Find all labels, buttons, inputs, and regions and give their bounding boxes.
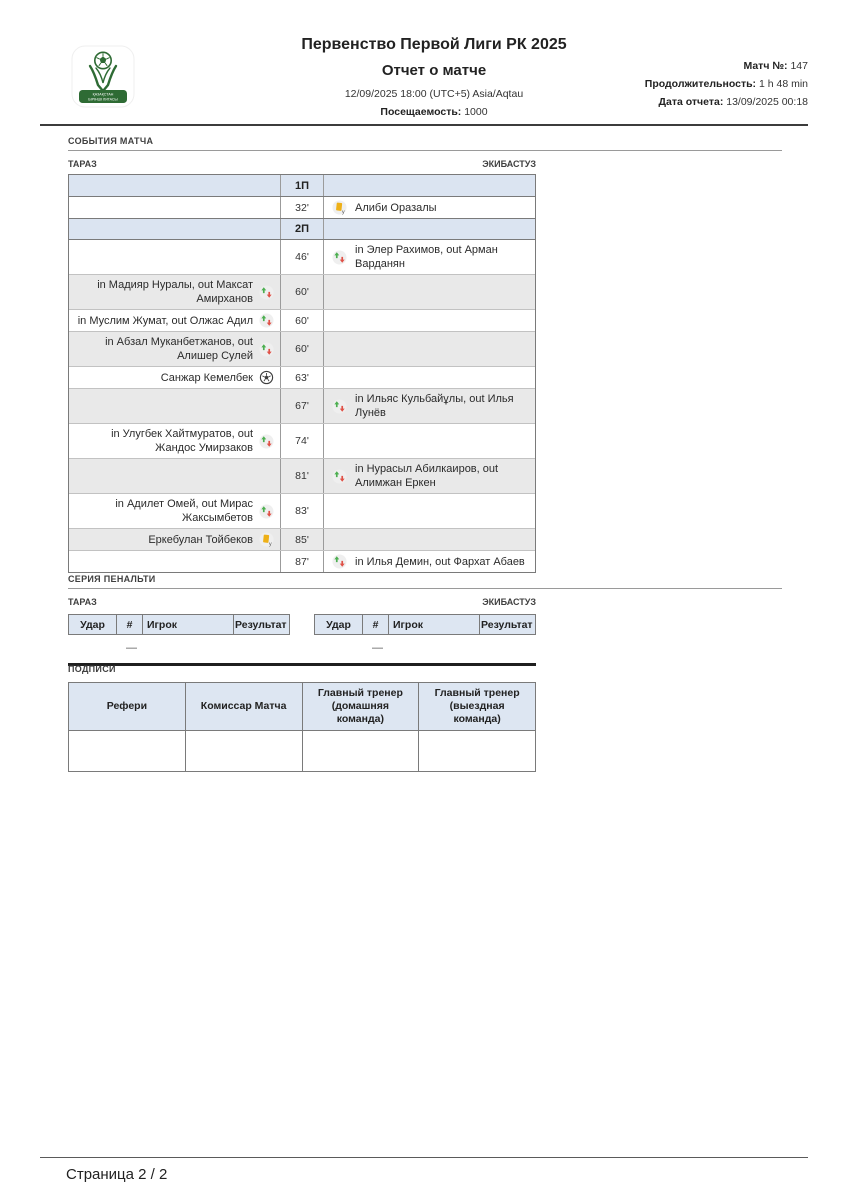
- event-text: in Улугбек Хайтмуратов, out Жандос Умирзаков: [111, 428, 253, 454]
- penalties-section-title: СЕРИЯ ПЕНАЛЬТИ: [68, 574, 156, 584]
- substitution-icon: [259, 313, 274, 328]
- yellow-card-icon: [332, 200, 347, 215]
- penalty-series-section: [68, 574, 536, 666]
- match-datetime: 12/09/2025 18:00 (UTC+5) Asia/Aqtau: [344, 88, 524, 100]
- event-text: in Элер Рахимов, out Арман Варданян: [355, 244, 498, 270]
- substitution-icon: [259, 285, 274, 300]
- away-event-cell: [324, 459, 535, 493]
- event-minute: 60': [280, 275, 324, 309]
- yellow-card-icon: [259, 532, 274, 547]
- home-event-cell: [69, 389, 280, 423]
- event-text: in Илья Демин, out Фархат Абаев: [355, 555, 525, 568]
- penalty-empty-row: [68, 642, 536, 654]
- event-minute: 32': [280, 197, 324, 218]
- match-number-label: Матч №:: [743, 60, 788, 72]
- event-minute: 81': [280, 459, 324, 493]
- report-subtitle: Отчет о матче: [381, 62, 487, 79]
- event-row: [69, 331, 535, 366]
- away-event-cell: [324, 367, 535, 388]
- penalty-column-header: #: [363, 615, 389, 634]
- away-event-cell: [324, 240, 535, 274]
- penalty-column-header: Удар: [69, 615, 117, 634]
- event-text: in Абзал Муканбетжанов, out Алишер Сулей: [105, 336, 253, 362]
- period-header-row: [69, 175, 535, 196]
- penalty-column-header: #: [117, 615, 143, 634]
- logo-text-line2: БІРІНШІ ЛИГАСЫ: [88, 97, 118, 102]
- event-minute: 85': [280, 529, 324, 550]
- signature-empty-cell: [69, 731, 186, 772]
- event-minute: 74': [280, 424, 324, 458]
- signatures-empty-row: [69, 731, 536, 772]
- match-duration: [645, 75, 808, 93]
- event-text: Еркебулан Тойбеков: [148, 533, 253, 546]
- logo-text-line1: ҚАЗАҚСТАН: [92, 92, 114, 97]
- home-event-cell: [69, 551, 280, 572]
- penalties-section-divider: [68, 588, 782, 589]
- match-events-section: [68, 136, 536, 573]
- away-event-cell: [324, 175, 535, 196]
- away-team-name: ЭКИБАСТУЗ: [482, 597, 536, 607]
- penalty-column-header: Удар: [315, 615, 363, 634]
- away-event-cell: [324, 529, 535, 550]
- away-event-cell: [324, 494, 535, 528]
- penalty-table-away: [314, 614, 536, 635]
- event-row: [69, 196, 535, 218]
- match-duration-label: Продолжительность:: [644, 78, 757, 90]
- event-row: [69, 366, 535, 388]
- period-label: 1П: [280, 175, 324, 196]
- substitution-icon: [332, 469, 347, 484]
- event-minute: 60': [280, 310, 324, 331]
- event-minute: 63': [280, 367, 324, 388]
- home-event-cell: [69, 332, 280, 366]
- penalty-table-home: [68, 614, 290, 635]
- signature-column-header: Главный тренер (выездная команда): [419, 683, 536, 731]
- substitution-icon: [332, 250, 347, 265]
- event-row: [69, 528, 535, 550]
- away-event-cell: [324, 219, 535, 239]
- events-section-divider: [68, 150, 782, 151]
- event-text: in Мадияр Нуралы, out Максат Амирханов: [97, 279, 253, 305]
- home-team-name: ТАРАЗ: [68, 159, 97, 169]
- away-event-cell: [324, 332, 535, 366]
- period-header-row: [69, 218, 535, 239]
- home-event-cell: [69, 529, 280, 550]
- home-event-cell: [69, 175, 280, 196]
- period-label: 2П: [280, 219, 324, 239]
- penalty-column-header: Результат: [235, 618, 287, 631]
- header-divider: [40, 124, 808, 126]
- home-event-cell: [69, 275, 280, 309]
- away-event-cell: [324, 310, 535, 331]
- away-event-cell: [324, 275, 535, 309]
- signature-empty-cell: [185, 731, 302, 772]
- signatures-section-title: ПОДПИСИ: [68, 664, 116, 674]
- home-event-cell: [69, 367, 280, 388]
- penalty-empty-home: —: [126, 642, 137, 654]
- home-event-cell: [69, 219, 280, 239]
- match-number: [645, 57, 808, 75]
- signature-empty-cell: [302, 731, 419, 772]
- report-date: [645, 93, 808, 111]
- event-row: [69, 458, 535, 493]
- league-logo: [71, 45, 135, 108]
- event-row: [69, 309, 535, 331]
- page-number: Страница 2 / 2: [66, 1166, 168, 1183]
- away-event-cell: [324, 424, 535, 458]
- event-text: in Муслим Жумат, out Олжас Адил: [77, 314, 253, 327]
- events-section-title: СОБЫТИЯ МАТЧА: [68, 136, 154, 146]
- event-text: in Нурасыл Абилкаиров, out Алимжан Еркен: [355, 463, 499, 489]
- event-minute: 87': [280, 551, 324, 572]
- event-text: Алиби Оразалы: [355, 201, 437, 214]
- match-number-value: 147: [790, 60, 808, 72]
- penalty-column-header: Игрок: [389, 615, 480, 634]
- substitution-icon: [259, 504, 274, 519]
- penalty-tables: [68, 614, 536, 635]
- events-teams-row: [68, 159, 536, 169]
- event-row: [69, 423, 535, 458]
- report-meta: [645, 57, 808, 111]
- away-event-cell: [324, 389, 535, 423]
- away-event-cell: [324, 197, 535, 218]
- penalties-teams-row: [68, 597, 536, 607]
- substitution-icon: [332, 554, 347, 569]
- penalty-column-header: Игрок: [143, 615, 234, 634]
- signature-empty-cell: [419, 731, 536, 772]
- event-text: Санжар Кемелбек: [160, 371, 253, 384]
- report-date-label: Дата отчета:: [658, 96, 724, 108]
- signature-column-header: Главный тренер (домашняя команда): [302, 683, 419, 731]
- event-row: [69, 274, 535, 309]
- goal-icon: [259, 370, 274, 385]
- event-minute: 83': [280, 494, 324, 528]
- event-row: [69, 550, 535, 572]
- home-team-name: ТАРАЗ: [68, 597, 97, 607]
- event-row: [69, 388, 535, 423]
- event-text: in Адилет Омей, out Мирас Жаксымбетов: [115, 498, 253, 524]
- event-text: in Ильяс Кульбайұлы, out Илья Лунёв: [355, 393, 514, 419]
- home-event-cell: [69, 459, 280, 493]
- attendance-value: 1000: [464, 106, 488, 118]
- away-team-name: ЭКИБАСТУЗ: [482, 159, 536, 169]
- signature-column-header: Комиссар Матча: [185, 683, 302, 731]
- league-logo-graphic: [71, 45, 135, 108]
- penalty-column-header: Результат: [481, 618, 533, 631]
- event-minute: 67': [280, 389, 324, 423]
- home-event-cell: [69, 240, 280, 274]
- away-event-cell: [324, 551, 535, 572]
- substitution-icon: [332, 399, 347, 414]
- event-row: [69, 239, 535, 274]
- home-event-cell: [69, 494, 280, 528]
- svg-text:y: y: [268, 541, 272, 547]
- match-duration-value: 1 h 48 min: [758, 78, 808, 90]
- signature-column-header: Рефери: [69, 683, 186, 731]
- event-minute: 46': [280, 240, 324, 274]
- report-date-value: 13/09/2025 00:18: [726, 96, 808, 108]
- signatures-table: [68, 682, 536, 772]
- substitution-icon: [259, 434, 274, 449]
- report-title: Первенство Первой Лиги РК 2025: [301, 36, 567, 53]
- attendance-label: Посещаемость:: [380, 106, 462, 118]
- home-event-cell: [69, 197, 280, 218]
- substitution-icon: [259, 342, 274, 357]
- signatures-section: [68, 664, 536, 772]
- home-event-cell: [69, 310, 280, 331]
- home-event-cell: [69, 424, 280, 458]
- event-minute: 60': [280, 332, 324, 366]
- svg-text:y: y: [341, 209, 345, 215]
- penalty-empty-away: —: [372, 642, 383, 654]
- event-row: [69, 493, 535, 528]
- signatures-header-row: [69, 683, 536, 731]
- report-header-center: [164, 36, 704, 118]
- events-table: [68, 174, 536, 573]
- footer-divider: [40, 1157, 808, 1158]
- attendance: [164, 106, 704, 118]
